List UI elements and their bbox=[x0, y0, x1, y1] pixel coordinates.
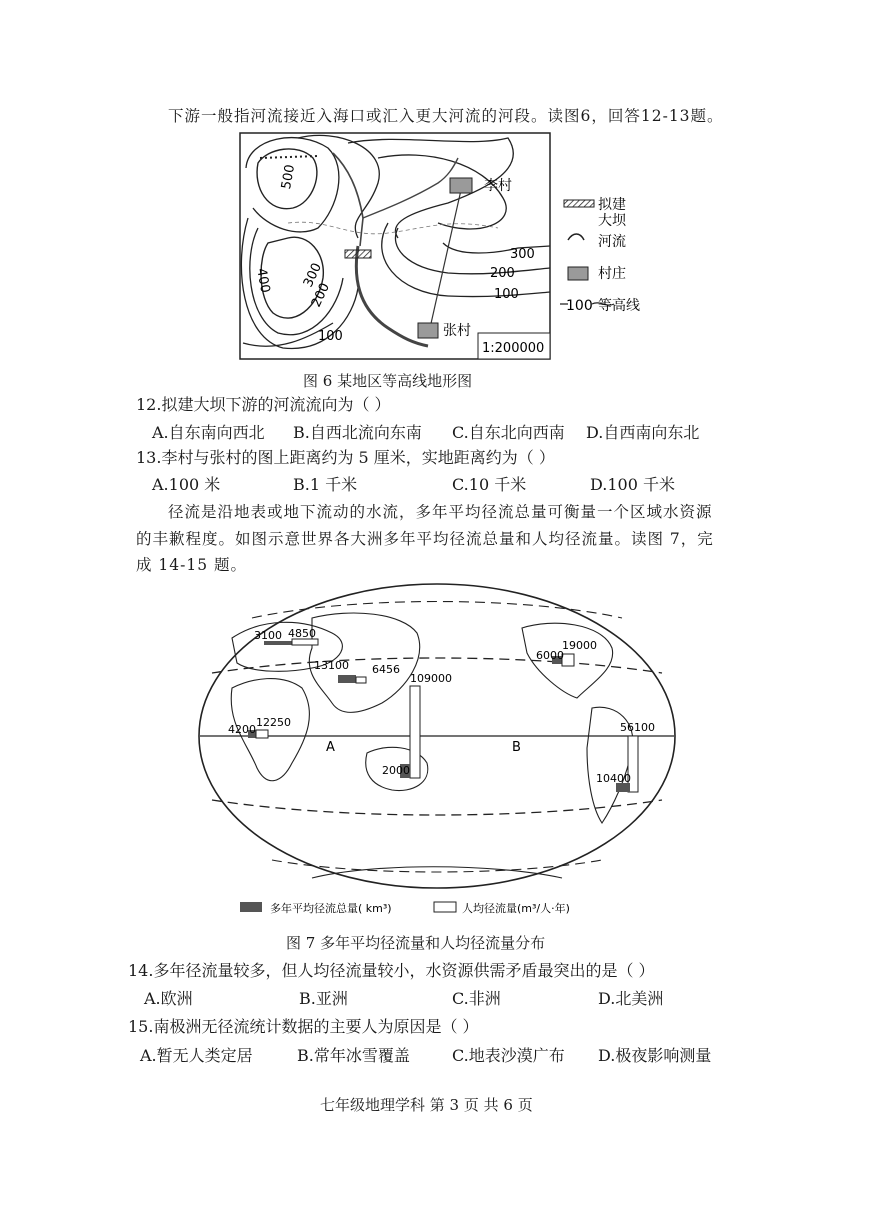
q15-option-a[interactable]: A.暂无人类定居 bbox=[140, 1046, 253, 1065]
label-zhang-village: 张村 bbox=[443, 323, 471, 339]
label-point-b: B bbox=[512, 740, 521, 755]
bar-africa-percap bbox=[256, 730, 268, 738]
legend-contour-label: 等高线 bbox=[598, 298, 640, 314]
bars-oceania bbox=[382, 672, 452, 778]
label-point-a: A bbox=[326, 740, 335, 755]
label-na-percap: 19000 bbox=[562, 639, 597, 652]
legend-contour-value: 100 bbox=[566, 298, 593, 314]
contour-label-100w: 100 bbox=[318, 329, 343, 344]
q14-option-d[interactable]: D.北美洲 bbox=[598, 989, 664, 1008]
label-africa-total: 4200 bbox=[228, 723, 256, 736]
contour-label-100e: 100 bbox=[494, 287, 519, 302]
q13-option-d[interactable]: D.100 千米 bbox=[590, 475, 675, 494]
bar-asia-total bbox=[338, 675, 356, 683]
q13-option-b[interactable]: B.1 千米 bbox=[293, 475, 358, 494]
legend-village-icon bbox=[568, 267, 588, 280]
bars-europe bbox=[254, 627, 318, 645]
q14-stem: 14.多年径流量较多，但人均径流量较小，水资源供需矛盾最突出的是（ ） bbox=[128, 961, 655, 980]
bars-asia bbox=[314, 659, 400, 683]
bar-oceania-percap bbox=[410, 686, 420, 778]
q13-option-c[interactable]: C.10 千米 bbox=[452, 475, 527, 494]
label-africa-percap: 12250 bbox=[256, 716, 291, 729]
bars-south-america bbox=[596, 721, 655, 792]
para2-line2: 的丰歉程度。如图示意世界各大洲多年平均径流总量和人均径流量。读图 7，完 bbox=[136, 530, 714, 548]
label-li-village: 李村 bbox=[484, 178, 512, 194]
label-oceania-total: 2000 bbox=[382, 764, 410, 777]
page-footer: 七年级地理学科 第 3 页 共 6 页 bbox=[320, 1096, 533, 1114]
cliff-marks bbox=[260, 156, 318, 158]
contour-label-300w: 300 bbox=[300, 260, 326, 290]
contour-label-200e: 200 bbox=[490, 266, 515, 281]
scale-text: 1:200000 bbox=[482, 341, 545, 356]
q15-option-b[interactable]: B.常年冰雪覆盖 bbox=[297, 1046, 410, 1065]
q14-option-a[interactable]: A.欧洲 bbox=[144, 989, 193, 1008]
label-asia-total: 13100 bbox=[314, 659, 349, 672]
bars-africa bbox=[228, 716, 291, 738]
q15-option-d[interactable]: D.极夜影响测量 bbox=[598, 1046, 712, 1065]
legend-dam-label-2: 大坝 bbox=[598, 213, 626, 229]
q12-stem: 12.拟建大坝下游的河流流向为（ ） bbox=[136, 395, 391, 414]
label-na-total: 6000 bbox=[536, 649, 564, 662]
q12-option-b[interactable]: B.自西北流向东南 bbox=[293, 423, 422, 442]
tropic-of-cancer bbox=[212, 658, 662, 673]
q12-option-c[interactable]: C.自东北向西南 bbox=[452, 423, 565, 442]
legend-river-icon bbox=[568, 234, 584, 240]
label-sa-percap: 56100 bbox=[620, 721, 655, 734]
para2-line3: 成 14-15 题。 bbox=[136, 556, 248, 574]
legend-dam-icon bbox=[564, 200, 594, 207]
q12-option-d[interactable]: D.自西南向东北 bbox=[586, 423, 700, 442]
village-li bbox=[450, 178, 472, 193]
label-europe-percap: 4850 bbox=[288, 627, 316, 640]
legend-percap-icon bbox=[434, 902, 456, 912]
q14-option-b[interactable]: B.亚洲 bbox=[299, 989, 348, 1008]
legend-percap-label: 人均径流量(m³/人·年) bbox=[462, 902, 570, 915]
contour-label-400: 400 bbox=[253, 267, 273, 295]
fig7-caption: 图 7 多年平均径流量和人均径流量分布 bbox=[286, 934, 546, 952]
figure-6-contour-map bbox=[238, 128, 658, 368]
contour-label-500: 500 bbox=[279, 163, 299, 191]
arctic-circle bbox=[252, 602, 622, 619]
label-sa-total: 10400 bbox=[596, 772, 631, 785]
q12-option-a[interactable]: A.自东南向西北 bbox=[152, 423, 265, 442]
contour-label-300e: 300 bbox=[510, 247, 535, 262]
antarctic-circle bbox=[272, 860, 602, 872]
label-europe-total: 3100 bbox=[254, 629, 282, 642]
legend-river-label: 河流 bbox=[598, 234, 626, 250]
dam-symbol bbox=[345, 250, 371, 258]
q13-stem: 13.李村与张村的图上距离约为 5 厘米，实地距离约为（ ） bbox=[136, 448, 555, 467]
distance-line bbox=[430, 190, 461, 328]
legend-village-label: 村庄 bbox=[598, 266, 626, 282]
village-zhang bbox=[418, 323, 438, 338]
q15-stem: 15.南极洲无径流统计数据的主要人为原因是（ ） bbox=[128, 1017, 479, 1036]
legend-dam-label: 拟建 bbox=[598, 197, 626, 213]
fig6-caption: 图 6 某地区等高线地形图 bbox=[303, 372, 473, 390]
q14-option-c[interactable]: C.非洲 bbox=[452, 989, 501, 1008]
para2-line1: 径流是沿地表或地下流动的水流，多年平均径流总量可衡量一个区域水资源 bbox=[168, 503, 713, 521]
label-oceania-percap: 109000 bbox=[410, 672, 452, 685]
q15-option-c[interactable]: C.地表沙漠广布 bbox=[452, 1046, 565, 1065]
intro-text: 下游一般指河流接近入海口或汇入更大河流的河段。读图6，回答12-13题。 bbox=[168, 107, 724, 125]
bar-asia-percap bbox=[356, 677, 366, 683]
bars-north-america bbox=[536, 639, 597, 666]
label-asia-percap: 6456 bbox=[372, 663, 400, 676]
contour-label-200w: 200 bbox=[308, 280, 334, 310]
figure-7-world-map bbox=[192, 578, 682, 928]
legend-total-icon bbox=[240, 902, 262, 912]
river-main bbox=[356, 246, 428, 346]
q13-option-a[interactable]: A.100 米 bbox=[152, 475, 221, 494]
legend-total-label: 多年平均径流总量( km³) bbox=[270, 902, 392, 915]
